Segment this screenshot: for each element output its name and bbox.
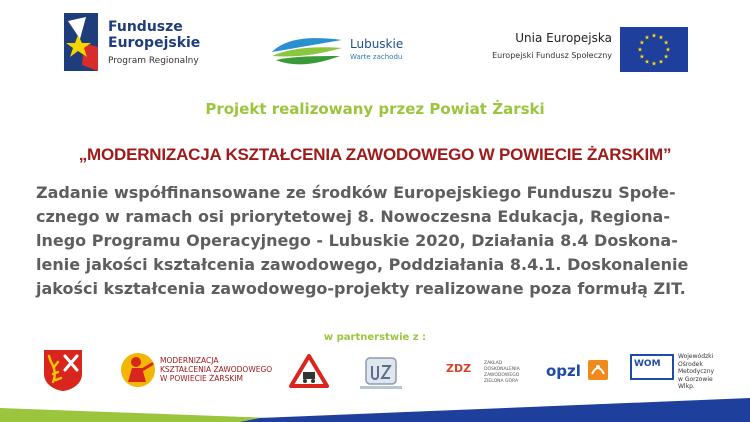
opzl-emblem-icon xyxy=(588,360,608,380)
description-line: cznego w ramach osi priorytetowej 8. Nowoczesna Edukacja, Regiona- xyxy=(36,207,670,226)
eu-star-icon xyxy=(645,59,650,63)
eu-star-icon xyxy=(664,54,669,58)
eu-flag xyxy=(620,27,688,72)
logo-bar xyxy=(0,0,750,84)
eu-star-icon xyxy=(652,61,657,65)
modernizacja-figure-icon xyxy=(118,350,158,390)
footer-stripe xyxy=(0,394,750,422)
zdz-name: ZDZ xyxy=(446,362,472,375)
unia-europejska-title: Unia Europejska xyxy=(515,31,612,45)
opzl-logo xyxy=(546,360,610,388)
eu-star-icon xyxy=(640,54,645,58)
description-line: lnego Programu Operacyjnego - Lubuskie 2020, Działania 8.4 Doskona- xyxy=(36,231,678,250)
wom-text: Wojewódzki Ośrodek Metodyczny w Gorzowie Wlkp. xyxy=(678,353,715,390)
modernizacja-logo-text: MODERNIZACJA KSZTAŁCENIA ZAWODOWEGO W POWIECIE ŻARSKIM xyxy=(160,356,273,383)
fundusze-europejskie-logo xyxy=(64,13,224,71)
eu-star-icon xyxy=(664,40,669,44)
school-emblem-icon xyxy=(358,356,404,392)
eu-star-icon xyxy=(659,59,664,63)
partner-heading: w partnerstwie z : xyxy=(323,332,427,343)
program-regionalny-label: Program Regionalny xyxy=(108,56,199,66)
lubuskie-tagline: Warte zachodu xyxy=(350,53,403,61)
fundusze-europejskie-mark-icon xyxy=(64,13,98,71)
eu-star-icon xyxy=(638,47,643,51)
zdz-logo xyxy=(446,361,526,389)
wom-logo xyxy=(630,352,730,390)
efs-subtitle: Europejski Fundusz Społeczny xyxy=(492,51,612,60)
lubuskie-logo xyxy=(270,30,420,74)
eu-star-icon xyxy=(659,35,664,39)
fundusze-europejskie-name: Fundusze Europejskie xyxy=(108,19,201,51)
eu-star-icon xyxy=(652,33,657,37)
description-text xyxy=(36,181,716,301)
description-line: Zadanie współfinansowane ze środków Europejskiego Funduszu Społe- xyxy=(36,183,676,202)
modernizacja-project-logo xyxy=(118,350,278,390)
lubuskie-name: Lubuskie xyxy=(350,37,404,51)
warning-triangle-logo-icon xyxy=(289,354,329,388)
eu-star-icon xyxy=(640,40,645,44)
projekt-line: Projekt realizowany przez Powiat Żarski xyxy=(205,100,545,118)
page-title: „MODERNIZACJA KSZTAŁCENIA ZAWODOWEGO W POWIECIE ŻARSKIM” xyxy=(78,145,672,164)
description-line: lenie jakości kształcenia zawodowego, Poddziałania 8.4.1. Doskonalenie xyxy=(36,255,689,274)
lubuskie-wave-icon xyxy=(270,30,344,70)
description-line: jakości kształcenia zawodowego-projekty realizowane poza formułą ZIT. xyxy=(36,279,686,298)
opzl-name: opzl xyxy=(546,362,581,380)
powiat-zarski-coat-of-arms-icon xyxy=(42,348,84,392)
wom-name: WOM xyxy=(634,359,661,369)
eu-star-icon xyxy=(645,35,650,39)
eu-star-icon xyxy=(666,47,671,51)
unia-europejska-logo xyxy=(470,27,688,73)
zdz-text: ZAKŁAD DOSKONALENIA ZAWODOWEGO ZIELONA GÓRA xyxy=(484,361,520,384)
eu-stars-icon xyxy=(620,27,688,72)
